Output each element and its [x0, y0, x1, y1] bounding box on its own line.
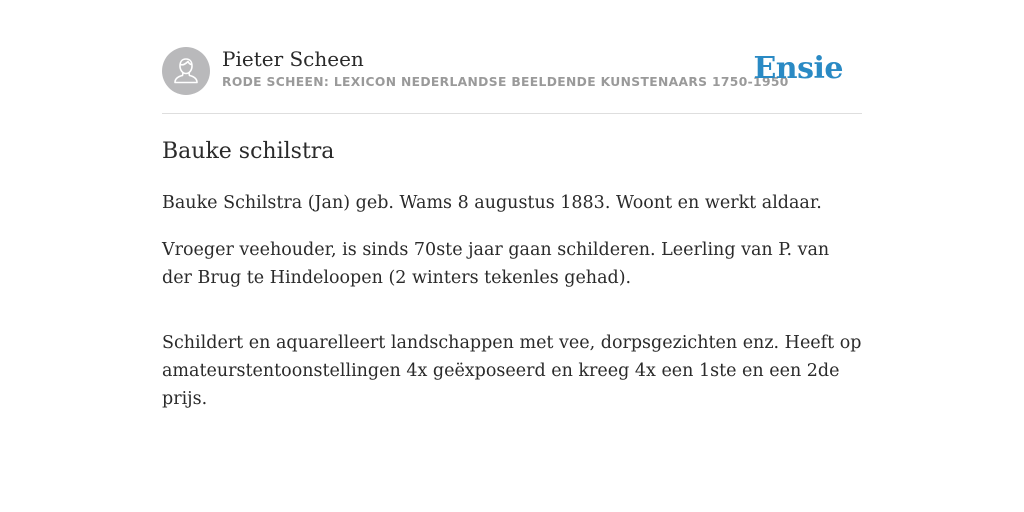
entry-card [162, 0, 862, 512]
paragraph: Vroeger veehouder, is sinds 70ste jaar gaan schilderen. Leerling van P. van der Brug te Hindeloopen (2 winters tekenles gehad). [162, 240, 830, 288]
header-divider [162, 113, 862, 114]
entry-body [162, 189, 862, 432]
paragraph: Schildert en aquarelleert landschappen met vee, dorpsgezichten enz. Heeft op amateurstentoonstellingen 4x geëxposeerd en kreeg 4x een 1ste en een 2de prijs. [162, 333, 862, 409]
user-silhouette-icon [162, 47, 210, 95]
author-avatar[interactable] [162, 47, 210, 95]
source-label[interactable]: RODE SCHEEN: LEXICON NEDERLANDSE BEELDENDE KUNSTENAARS 1750-1950 [222, 75, 789, 89]
paragraph: Bauke Schilstra (Jan) geb. Wams 8 augustus 1883. Woont en werkt aldaar. [162, 193, 822, 213]
ensie-logo[interactable]: Ensie [753, 51, 843, 86]
entry-title: Bauke schilstra [162, 139, 335, 164]
author-name[interactable]: Pieter Scheen [222, 47, 364, 71]
entry-header [162, 47, 862, 95]
